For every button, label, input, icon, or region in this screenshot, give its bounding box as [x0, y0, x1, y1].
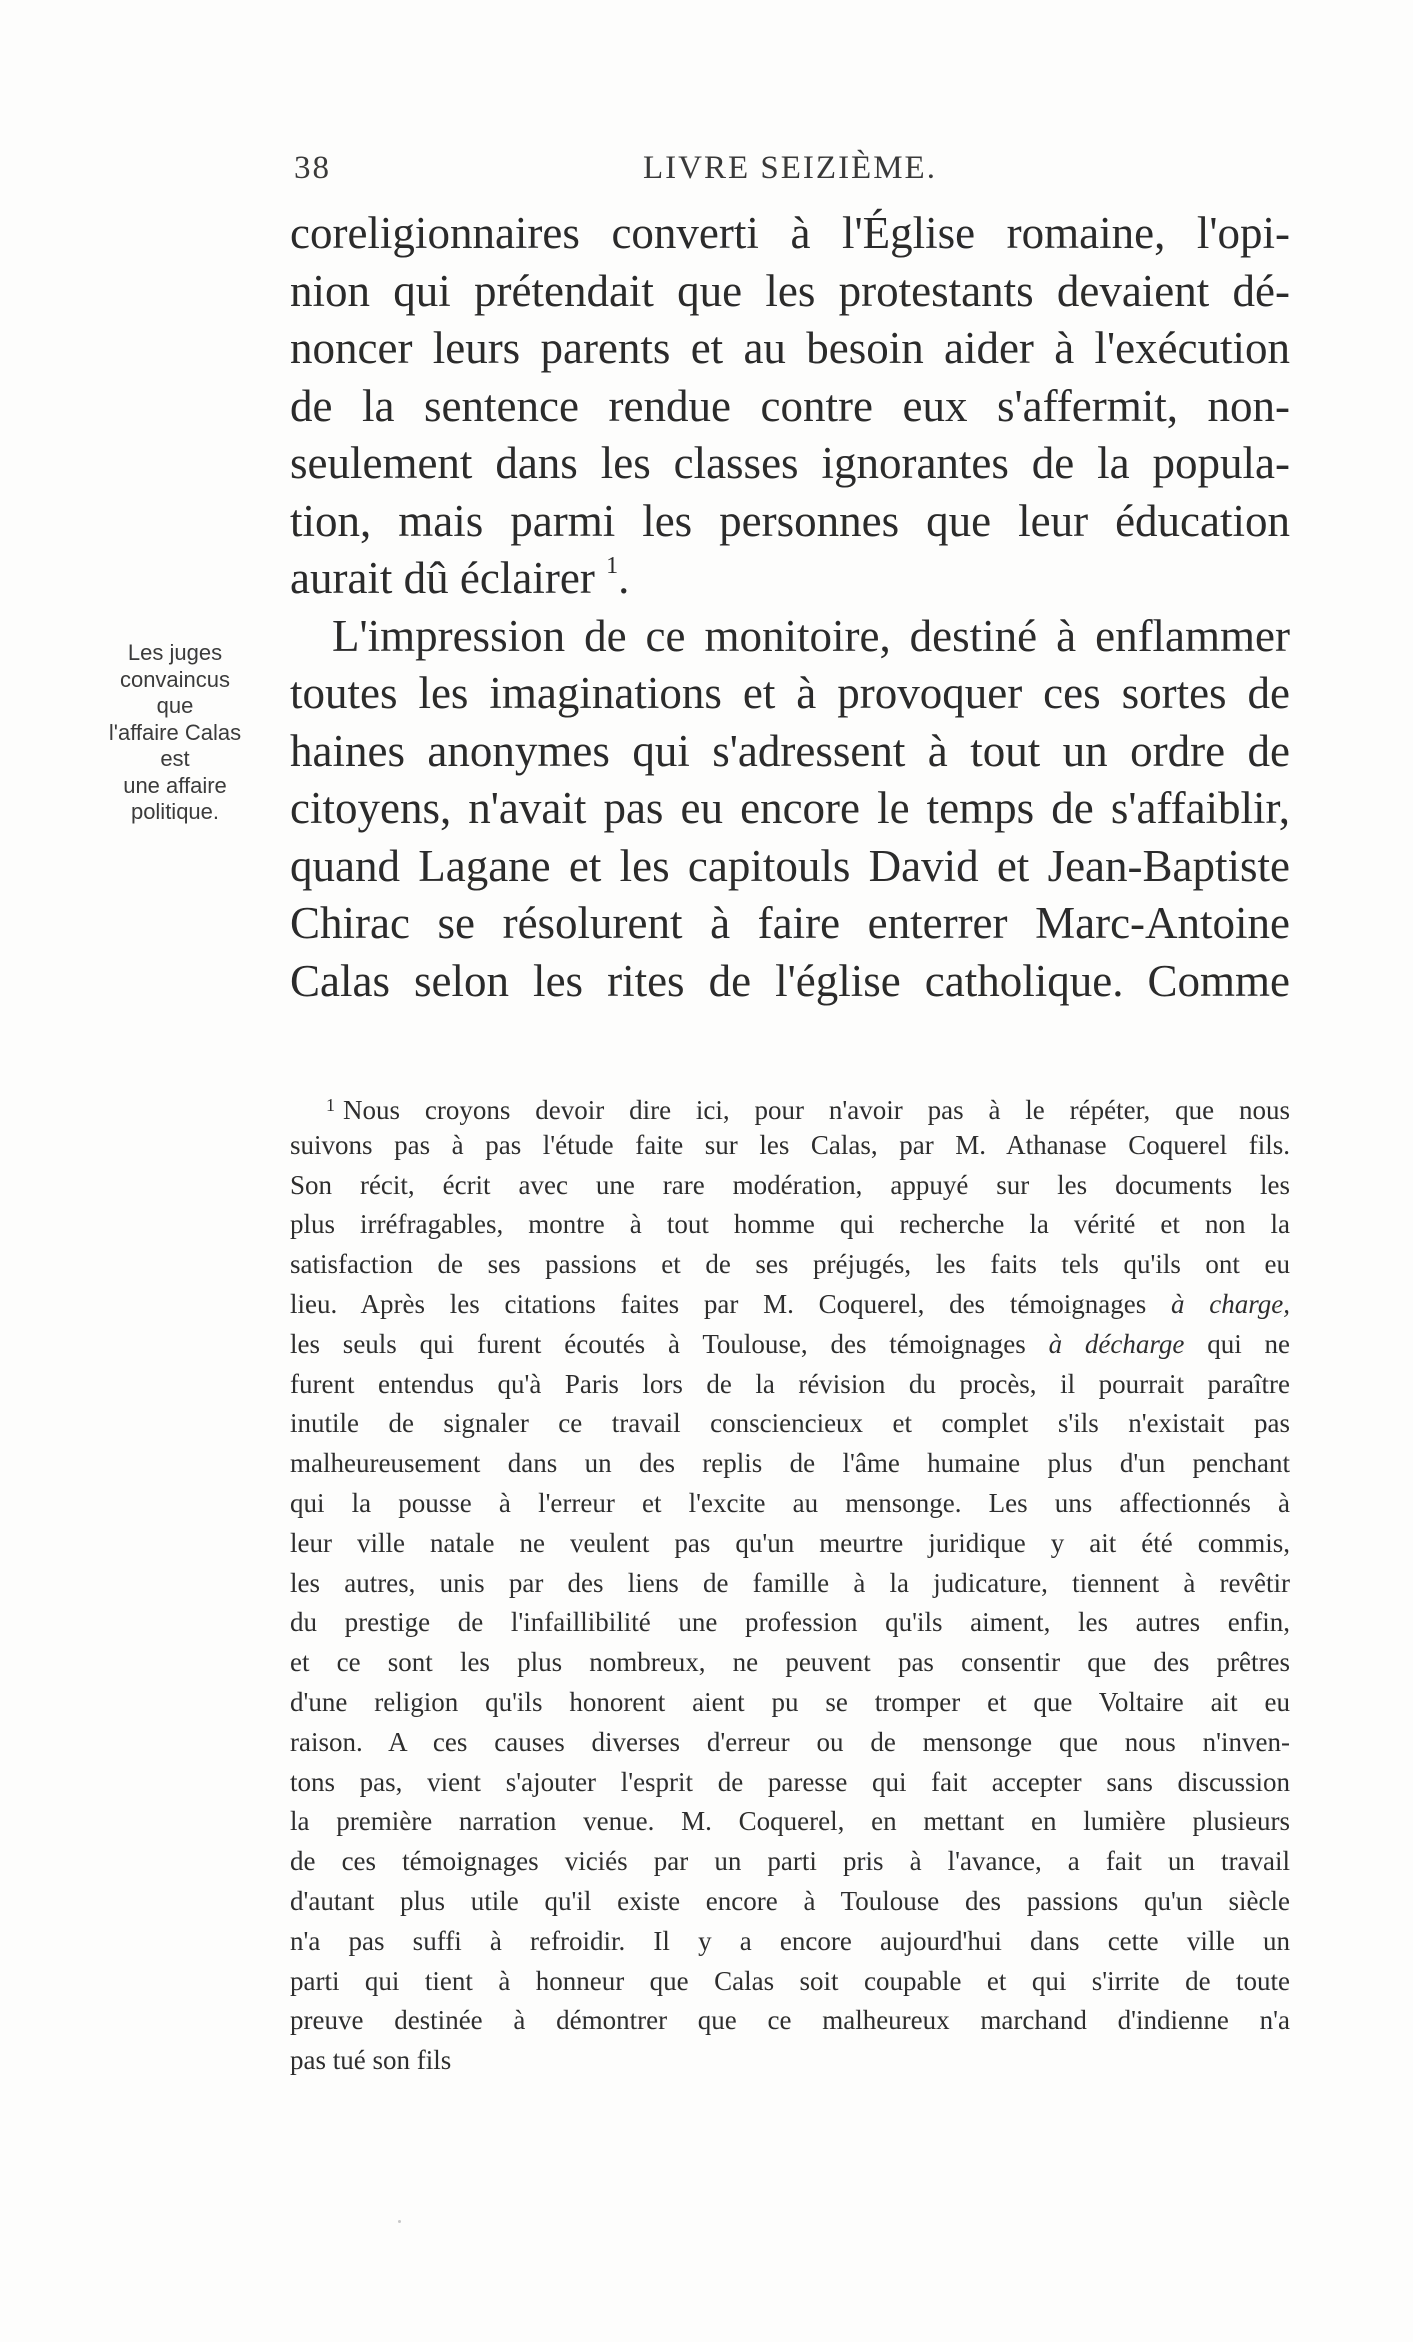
footnote-line: d'une religion qu'ils honorent aient pu se tromper et que Voltaire ait eu: [290, 1686, 1290, 1717]
margin-note-line: l'affaire Calas: [108, 719, 242, 745]
text-line: Calas selon les rites de l'église catholique. Comme: [290, 955, 1290, 1006]
text-line: L'impression de ce monitoire, destiné à enflammer: [332, 610, 1290, 661]
text-line: citoyens, n'avait pas eu encore le temps de s'affaiblir,: [290, 783, 1290, 833]
footnote-line: preuve destinée à démontrer que ce malheureux marchand d'indienne n'a: [290, 2005, 1290, 2036]
running-title: LIVRE SEIZIÈME.: [643, 150, 937, 186]
footnote-line: d'autant plus utile qu'il existe encore à Toulouse des passions qu'un siècle: [290, 1885, 1290, 1916]
margin-note-line: Les juges: [127, 640, 223, 665]
footnote-line: du prestige de l'infaillibilité une profession qu'ils aiment, les autres enfin,: [290, 1607, 1290, 1638]
margin-note-line: convaincus: [119, 666, 231, 692]
footnote-line: la première narration venue. M. Coquerel, en mettant en lumière plusieurs: [290, 1806, 1290, 1837]
footnote-line: furent entendus qu'à Paris lors de la révision du procès, il pourrait paraître: [290, 1368, 1290, 1399]
text-line: noncer leurs parents et au besoin aider à l'exécution: [290, 323, 1290, 373]
text-line: haines anonymes qui s'adressent à tout un ordre de: [290, 725, 1290, 776]
footnote-marker: 1: [326, 1095, 335, 1115]
text-line: aurait dû éclairer: [290, 553, 595, 603]
footnote-line: Son récit, écrit avec une rare modération, appuyé sur les documents les: [290, 1169, 1290, 1200]
paper-speck: [398, 2220, 401, 2223]
footnote-text: qui ne: [1207, 1328, 1291, 1359]
margin-note-line: que: [156, 693, 194, 718]
footnote-text: les seuls qui furent écoutés à Toulouse, des témoignages: [290, 1328, 1026, 1359]
margin-note-line: politique.: [130, 799, 220, 824]
footnote-line: satisfaction de ses passions et de ses préjugés, les faits tels qu'ils ont eu: [290, 1249, 1290, 1280]
footnote-line: plus irréfragables, montre à tout homme qui recherche la vérité et non la: [290, 1209, 1290, 1240]
footnote: [290, 1086, 1290, 2081]
footnote-line: tons pas, vient s'ajouter l'esprit de paresse qui fait accepter sans discussion: [290, 1766, 1290, 1797]
text-line: de la sentence rendue contre eux s'affermit, non-: [290, 380, 1290, 431]
text-line: toutes les imaginations et à provoquer ces sortes de: [290, 668, 1290, 718]
footnote-line: raison. A ces causes diverses d'erreur ou de mensonge que nous n'inven-: [290, 1726, 1290, 1757]
footnote-line: leur ville natale ne veulent pas qu'un meurtre juridique y ait été commis,: [290, 1527, 1290, 1558]
footnote-reference[interactable]: 1: [606, 553, 619, 579]
footnote-line: [290, 1325, 1290, 1365]
text-line: nion qui prétendait que les protestants devaient dé-: [290, 265, 1290, 316]
text-line: Chirac se résolurent à faire enterrer Marc-Antoine: [290, 898, 1290, 948]
text-line: quand Lagane et les capitouls David et Jean-Baptiste: [290, 840, 1290, 891]
footnote-line: et ce sont les plus nombreux, ne peuvent pas consentir que des prêtres: [290, 1647, 1290, 1678]
margin-note-line: une affaire: [123, 772, 227, 798]
footnote-line: inutile de signaler ce travail consciencieux et complet s'ils n'existait pas: [290, 1408, 1290, 1439]
footnote-line: [290, 1285, 1290, 1325]
text-line: coreligionnaires converti à l'Église romaine, l'opi-: [290, 208, 1290, 258]
period: .: [618, 553, 630, 603]
footnote-line: qui la pousse à l'erreur et l'excite au mensonge. Les uns affectionnés à: [290, 1487, 1290, 1518]
footnote-line: les autres, unis par des liens de famille à la judicature, tiennent à revêtir: [290, 1567, 1290, 1598]
footnote-text: lieu. Après les citations faites par M. Coquerel, des témoignages: [290, 1288, 1147, 1319]
text-line: seulement dans les classes ignorantes de la popula-: [290, 438, 1290, 488]
footnote-line: pas tué son fils: [290, 2045, 452, 2076]
footnote-line: parti qui tient à honneur que Calas soit coupable et qui s'irrite de toute: [290, 1965, 1290, 1996]
main-text: [290, 205, 1290, 1010]
footnote-italic: à décharge: [1048, 1328, 1185, 1359]
footnote-line: n'a pas suffi à refroidir. Il y a encore aujourd'hui dans cette ville un: [290, 1925, 1290, 1956]
margin-note: [95, 640, 255, 826]
margin-note-line: est: [160, 746, 190, 771]
footnote-line: [290, 1086, 1290, 1126]
footnote-line: de ces témoignages viciés par un parti pris à l'avance, a fait un travail: [290, 1846, 1290, 1877]
footnote-line: suivons pas à pas l'étude faite sur les Calas, par M. Athanase Coquerel fils.: [290, 1129, 1290, 1160]
page-number: 38: [294, 150, 331, 186]
text-line-last: [290, 550, 1290, 608]
footnote-italic: à charge,: [1171, 1288, 1290, 1319]
text-line: tion, mais parmi les personnes que leur éducation: [290, 495, 1290, 546]
footnote-line: malheureusement dans un des replis de l'âme humaine plus d'un penchant: [290, 1448, 1290, 1479]
page-header: [290, 150, 1290, 194]
footnote-text: Nous croyons devoir dire ici, pour n'avoir pas à le répéter, que nous: [343, 1095, 1290, 1125]
